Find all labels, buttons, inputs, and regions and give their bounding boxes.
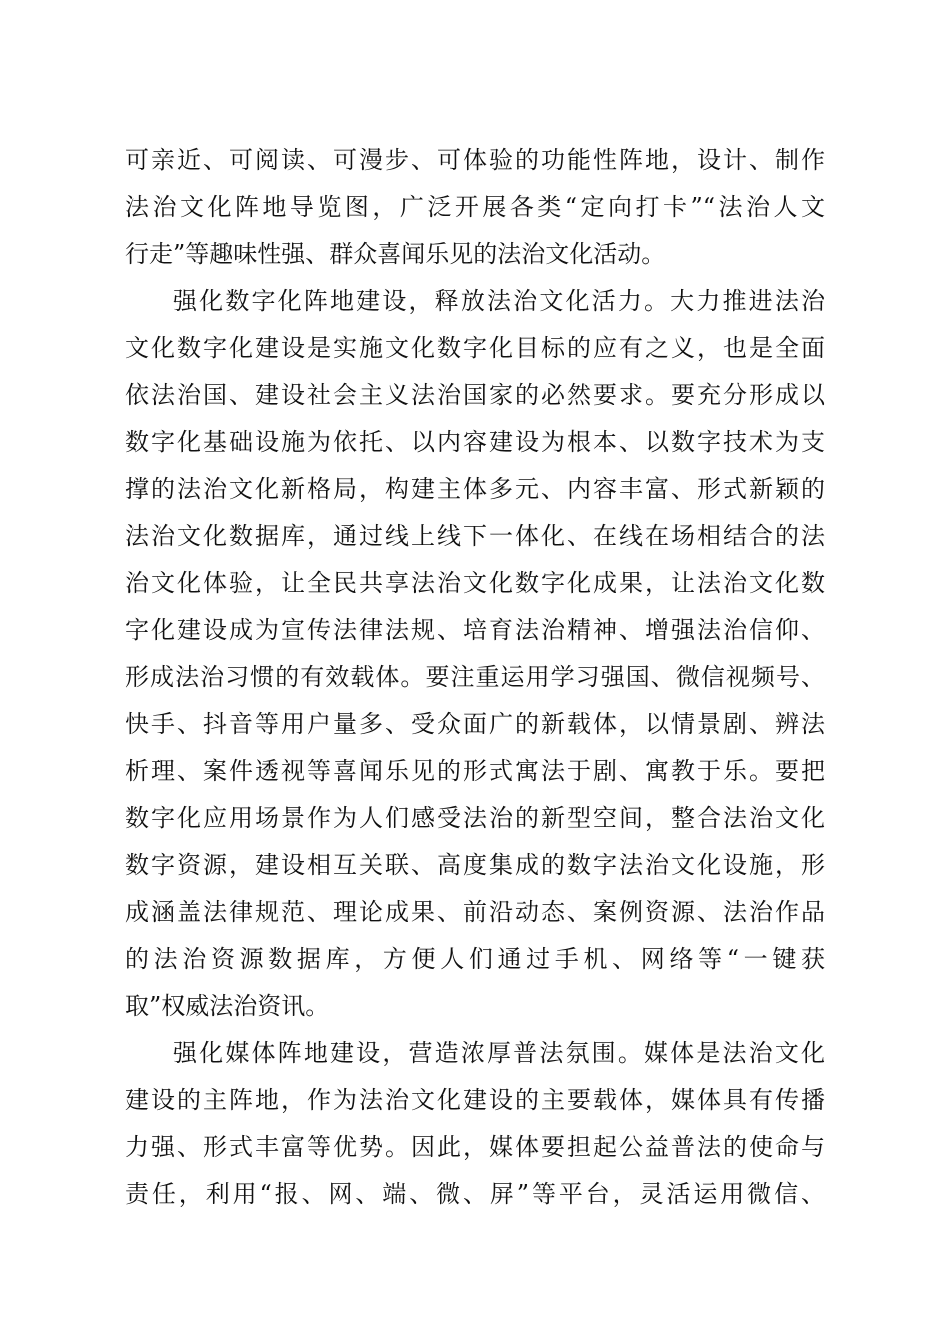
text-line: 法治文化阵地导览图，广泛开展各类“定向打卡”“法治人文 (125, 193, 825, 221)
text-line: 数字化应用场景作为人们感受法治的新型空间，整合法治文化 (125, 804, 825, 832)
text-line: 可亲近、可阅读、可漫步、可体验的功能性阵地，设计、制作 (125, 146, 825, 174)
text-line: 析理、案件透视等喜闻乐见的形式寓法于剧、寓教于乐。要把 (125, 757, 825, 785)
text-line: 形成法治习惯的有效载体。要注重运用学习强国、微信视频号、 (125, 663, 825, 691)
text-line: 力强、形式丰富等优势。因此，媒体要担起公益普法的使命与 (125, 1133, 825, 1161)
text-line: 文化数字化建设是实施文化数字化目标的应有之义，也是全面 (125, 334, 825, 362)
text-line: 法治文化数据库，通过线上线下一体化、在线在场相结合的法 (125, 522, 825, 550)
text-line: 撑的法治文化新格局，构建主体多元、内容丰富、形式新颖的 (125, 475, 825, 503)
text-line: 成涵盖法律规范、理论成果、前沿动态、案例资源、法治作品 (125, 898, 825, 926)
text-line: 责任，利用“报、网、端、微、屏”等平台，灵活运用微信、 (125, 1180, 825, 1208)
text-line: 强化媒体阵地建设，营造浓厚普法氛围。媒体是法治文化 (173, 1039, 825, 1067)
text-line: 快手、抖音等用户量多、受众面广的新载体，以情景剧、辨法 (125, 710, 825, 738)
text-line: 行走”等趣味性强、群众喜闻乐见的法治文化活动。 (125, 240, 666, 268)
text-line: 依法治国、建设社会主义法治国家的必然要求。要充分形成以 (125, 381, 825, 409)
text-line: 数字化基础设施为依托、以内容建设为根本、以数字技术为支 (125, 428, 825, 456)
text-line: 数字资源，建设相互关联、高度集成的数字法治文化设施，形 (125, 851, 825, 879)
text-line: 取”权威法治资讯。 (125, 992, 330, 1020)
text-line: 建设的主阵地，作为法治文化建设的主要载体，媒体具有传播 (125, 1086, 825, 1114)
text-line: 强化数字化阵地建设，释放法治文化活力。大力推进法治 (173, 287, 825, 315)
text-line: 字化建设成为宣传法律法规、培育法治精神、增强法治信仰、 (125, 616, 825, 644)
text-line: 的法治资源数据库，方便人们通过手机、网络等“一键获 (125, 945, 825, 973)
text-line: 治文化体验，让全民共享法治文化数字化成果，让法治文化数 (125, 569, 825, 597)
